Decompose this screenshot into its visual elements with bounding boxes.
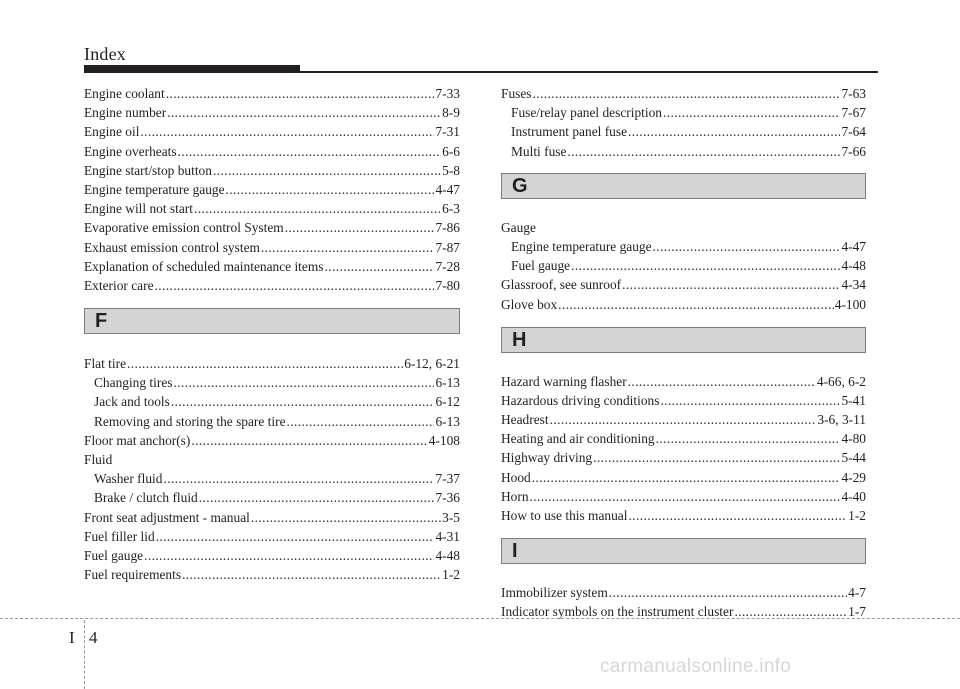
index-entry [501, 372, 866, 391]
letter-heading: I [512, 540, 518, 563]
entry-text: Gauge [501, 219, 536, 235]
footer-divider [0, 618, 960, 619]
entry-page-ref: 4-40 [841, 488, 866, 504]
entry-text: Exhaust emission control system [84, 239, 260, 255]
dot-leader [194, 199, 441, 218]
dot-leader [663, 103, 840, 122]
entry-page-ref: 6-3 [442, 201, 460, 217]
index-entry [84, 565, 460, 584]
index-entry [84, 354, 460, 373]
footer-vertical-divider [84, 620, 85, 689]
entry-text: Flat tire [84, 356, 127, 372]
section-letter: I [69, 628, 75, 647]
entry-text: Explanation of scheduled maintenance items [84, 258, 324, 274]
index-entry [501, 295, 866, 314]
entry-page-ref: 4-47 [841, 238, 866, 254]
entry-page-ref: 4-48 [841, 258, 866, 274]
entry-text: Hazardous driving conditions [501, 392, 660, 408]
entry-text: Glove box [501, 296, 558, 312]
entry-page-ref: 6-13 [435, 413, 460, 429]
index-entry [84, 180, 460, 199]
index-group-h [501, 372, 866, 526]
index-group-fuses [501, 84, 866, 161]
dot-leader [156, 527, 435, 546]
letter-section-f [84, 308, 460, 334]
index-subentry [501, 142, 866, 161]
index-subentry [84, 488, 460, 507]
index-entry [84, 199, 460, 218]
entry-text: Engine coolant [84, 86, 165, 101]
index-entry [84, 238, 460, 257]
entry-text: Indicator symbols on the instrument cluster [501, 604, 734, 620]
page-number: 4 [89, 628, 98, 647]
dot-leader [173, 373, 434, 392]
entry-page-ref: 6-13 [435, 375, 460, 391]
index-subentry [501, 122, 866, 141]
entry-page-ref: 7-37 [435, 471, 460, 487]
letter-heading: G [512, 174, 528, 197]
index-entry [501, 391, 866, 410]
entry-text: Hazard warning flasher [501, 373, 627, 389]
entry-text: Fuel requirements [84, 567, 182, 583]
entry-text: Fluid [84, 452, 113, 467]
index-subentry [501, 237, 866, 256]
index-entry [84, 546, 460, 565]
index-entry [84, 122, 460, 141]
entry-page-ref: 7-87 [435, 239, 460, 255]
entry-page-ref: 4-47 [435, 181, 460, 197]
dot-leader [226, 180, 435, 199]
watermark-text: carmanualsonline.info [600, 656, 792, 677]
dot-leader [178, 142, 442, 161]
entry-text: Glassroof, see sunroof [501, 277, 622, 293]
index-group-g [501, 218, 866, 314]
entry-text: Engine overheats [84, 143, 177, 159]
dot-leader [155, 276, 435, 295]
entry-page-ref: 4-100 [834, 296, 866, 312]
index-entry [84, 276, 460, 295]
dot-leader [656, 429, 841, 448]
index-entry [84, 257, 460, 276]
entry-page-ref: 6-12, 6-21 [404, 356, 460, 372]
entry-page-ref: 7-36 [435, 490, 460, 506]
entry-page-ref: 4-34 [841, 277, 866, 293]
entry-page-ref: 7-80 [435, 277, 460, 293]
dot-leader [628, 122, 840, 141]
entry-page-ref: 4-80 [841, 431, 866, 447]
entry-page-ref: 6-12 [435, 394, 460, 410]
entry-text: Engine number [84, 105, 167, 121]
index-entry [84, 508, 460, 527]
dot-leader [261, 238, 435, 257]
dot-leader [167, 103, 441, 122]
index-entry [501, 583, 866, 602]
dot-leader [140, 122, 434, 141]
entry-text: Floor mat anchor(s) [84, 432, 191, 448]
index-subentry [501, 256, 866, 275]
entry-text: Washer fluid [94, 471, 163, 487]
entry-page-ref: 4-31 [435, 528, 460, 544]
entry-page-ref: 5-41 [841, 392, 866, 408]
index-subentry [84, 469, 460, 488]
letter-heading: H [512, 328, 527, 351]
index-subentry [84, 412, 460, 431]
title-rule [84, 71, 878, 73]
index-group-i [501, 583, 866, 621]
entry-page-ref: 4-7 [848, 585, 866, 601]
page-title: Index [84, 44, 126, 64]
dot-leader [530, 487, 841, 506]
dot-leader [593, 448, 840, 467]
entry-text: Removing and storing the spare tire [94, 413, 286, 429]
entry-text: Fuel gauge [84, 547, 144, 563]
entry-text: Fuel filler lid [84, 528, 155, 544]
entry-page-ref: 7-67 [841, 105, 866, 121]
entry-text: Engine oil [84, 124, 140, 140]
entry-page-ref: 1-7 [848, 604, 866, 620]
dot-leader [213, 161, 441, 180]
entry-page-ref: 4-66, 6-2 [816, 373, 866, 389]
dot-leader [628, 372, 816, 391]
entry-text: Multi fuse [511, 143, 567, 159]
dot-leader [653, 237, 841, 256]
dot-leader [285, 218, 435, 237]
entry-text: Engine temperature gauge [84, 181, 225, 197]
index-entry [501, 487, 866, 506]
index-subentry [501, 103, 866, 122]
letter-heading: F [95, 310, 108, 333]
dot-leader [166, 84, 435, 103]
dot-leader [571, 256, 840, 275]
entry-text: Evaporative emission control System [84, 220, 284, 236]
index-entry [501, 448, 866, 467]
dot-leader [163, 469, 434, 488]
dot-leader [324, 257, 434, 276]
index-entry [84, 103, 460, 122]
index-entry [84, 431, 460, 450]
index-entry [84, 450, 460, 469]
right-column [501, 84, 866, 622]
index-entry [84, 218, 460, 237]
entry-text: Fuse/relay panel description [511, 105, 662, 121]
dot-leader [628, 506, 847, 525]
entry-page-ref: 7-86 [435, 220, 460, 236]
entry-text: Instrument panel fuse [511, 124, 628, 140]
entry-page-ref: 7-66 [841, 143, 866, 159]
entry-text: Front seat adjustment - manual [84, 509, 250, 525]
entry-page-ref: 8-9 [442, 105, 460, 121]
index-entry [501, 275, 866, 294]
index-entry [501, 468, 866, 487]
entry-page-ref: 4-48 [435, 547, 460, 563]
entry-text: Headrest [501, 412, 549, 428]
entry-text: Fuel gauge [511, 258, 571, 274]
dot-leader [144, 546, 434, 565]
dot-leader [182, 565, 441, 584]
index-entry [501, 429, 866, 448]
entry-text: Exterior care [84, 277, 154, 293]
index-group-e [84, 84, 460, 295]
dot-leader [622, 275, 840, 294]
dot-leader [199, 488, 435, 507]
entry-text: Engine start/stop button [84, 162, 212, 178]
entry-text: Horn [501, 488, 529, 504]
entry-page-ref: 4-29 [841, 469, 866, 485]
entry-page-ref: 7-64 [841, 124, 866, 140]
entry-text: Engine will not start [84, 201, 193, 217]
index-entry [84, 84, 460, 103]
index-entry [84, 142, 460, 161]
entry-page-ref: 1-2 [848, 508, 866, 523]
entry-page-ref: 7-28 [435, 258, 460, 274]
entry-page-ref: 7-33 [435, 86, 460, 101]
index-group-f [84, 354, 460, 584]
entry-text: Engine temperature gauge [511, 238, 652, 254]
letter-section-g [501, 173, 866, 199]
entry-text: Changing tires [94, 375, 173, 391]
index-entry [501, 410, 866, 429]
dot-leader [660, 391, 840, 410]
letter-section-h [501, 327, 866, 353]
entry-text: How to use this manual [501, 508, 628, 523]
letter-section-i [501, 538, 866, 564]
entry-text: Heating and air conditioning [501, 431, 655, 447]
dot-leader [533, 84, 841, 103]
index-entry [501, 218, 866, 237]
entry-page-ref: 4-108 [428, 432, 460, 448]
index-entry [501, 506, 866, 525]
entry-page-ref: 5-44 [841, 450, 866, 466]
dot-leader [567, 142, 840, 161]
entry-page-ref: 6-6 [442, 143, 460, 159]
index-entry [84, 527, 460, 546]
index-subentry [84, 373, 460, 392]
entry-page-ref: 3-5 [442, 509, 460, 525]
entry-text: Brake / clutch fluid [94, 490, 198, 506]
dot-leader [609, 583, 847, 602]
entry-text: Hood [501, 469, 531, 485]
entry-text: Fuses [501, 86, 532, 101]
dot-leader [251, 508, 441, 527]
entry-page-ref: 1-2 [442, 567, 460, 583]
dot-leader [191, 431, 427, 450]
entry-page-ref: 7-63 [841, 86, 866, 101]
index-subentry [84, 392, 460, 411]
entry-page-ref: 3-6, 3-11 [817, 412, 866, 428]
left-column [84, 84, 460, 584]
entry-text: Jack and tools [94, 394, 170, 410]
index-entry [84, 161, 460, 180]
index-entry [501, 84, 866, 103]
entry-page-ref: 7-31 [435, 124, 460, 140]
dot-leader [127, 354, 403, 373]
dot-leader [171, 392, 435, 411]
entry-text: Immobilizer system [501, 585, 608, 601]
entry-page-ref: 5-8 [442, 162, 460, 178]
dot-leader [287, 412, 435, 431]
entry-text: Highway driving [501, 450, 593, 466]
dot-leader [532, 468, 841, 487]
dot-leader [558, 295, 834, 314]
dot-leader [550, 410, 817, 429]
